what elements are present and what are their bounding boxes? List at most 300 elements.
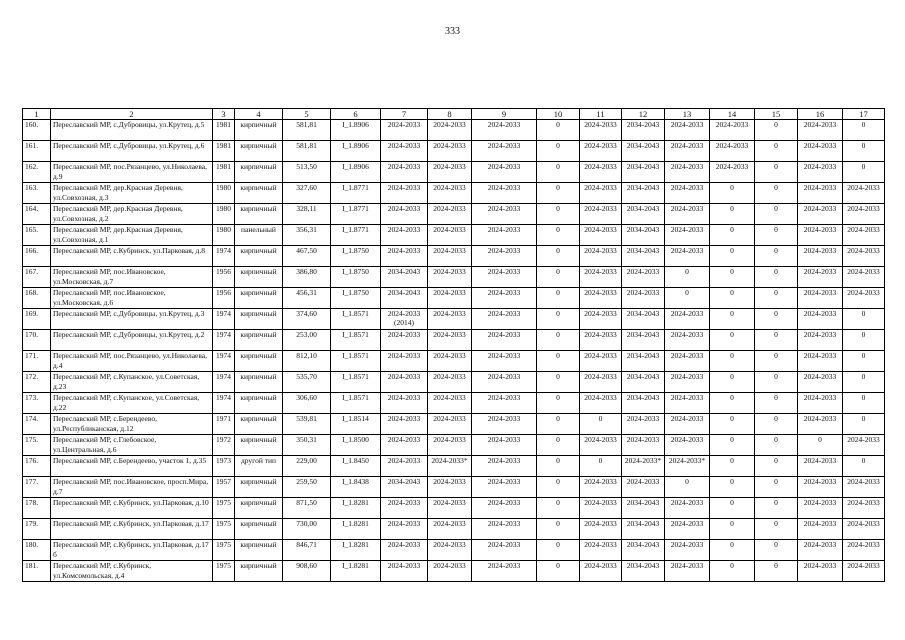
table-cell: 2024-2033 (843, 204, 885, 225)
table-cell: 2024-2033 (580, 477, 622, 498)
table-cell: 2024-2033 (710, 141, 755, 162)
table-cell: 581,81 (283, 120, 331, 141)
table-cell: 2024-2033 (472, 309, 537, 330)
table-cell: 0 (843, 393, 885, 414)
address-cell: Переславский МР, с.Кубринск, ул.Парковая, д.8 (51, 246, 213, 267)
table-cell: 2024-2033 (580, 204, 622, 225)
table-cell: 2024-2033 (428, 309, 472, 330)
table-cell: 0 (710, 225, 755, 246)
address-cell: Переславский МР, с.Дубровицы, ул.Крутец, д.3 (51, 309, 213, 330)
table-cell: 2024-2033 (381, 519, 428, 540)
table-cell: I_1.8514 (331, 414, 381, 435)
table-cell: 2034-2043 (622, 225, 665, 246)
table-cell: 0 (537, 519, 580, 540)
address-cell: Переславский МР, с.Купанское, ул.Советская, д.23 (51, 372, 213, 393)
table-cell: 0 (580, 456, 622, 477)
table-cell: 2024-2033 (381, 120, 428, 141)
table-cell: I_1.8571 (331, 330, 381, 351)
table-cell: 2024-2033* (665, 456, 710, 477)
table-cell: 2024-2033 (472, 162, 537, 183)
table-cell: кирпичный (235, 540, 283, 561)
table-cell: 0 (537, 477, 580, 498)
table-cell: 2024-2033 (843, 267, 885, 288)
table-cell: 2024-2033 (798, 141, 843, 162)
table-cell: 0 (843, 351, 885, 372)
table-cell: 2024-2033 (472, 225, 537, 246)
table-cell: I_1.8571 (331, 351, 381, 372)
column-header: 9 (472, 109, 537, 120)
table-cell: 2024-2033 (580, 561, 622, 582)
table-cell: 2024-2033 (665, 519, 710, 540)
column-header: 4 (235, 109, 283, 120)
column-header: 13 (665, 109, 710, 120)
table-cell: 0 (755, 372, 798, 393)
table-cell: 2024-2033 (798, 120, 843, 141)
table-cell: 253,00 (283, 330, 331, 351)
table-cell: I_1.8500 (331, 435, 381, 456)
table-cell: 2024-2033 (798, 267, 843, 288)
table-cell: 2024-2033 (381, 330, 428, 351)
row-number: 180. (23, 540, 51, 561)
table-cell: 306,60 (283, 393, 331, 414)
table-cell: I_1.8281 (331, 498, 381, 519)
table-cell: I_1.8771 (331, 204, 381, 225)
row-number: 164. (23, 204, 51, 225)
table-cell: 0 (537, 141, 580, 162)
table-cell: 2024-2033 (665, 330, 710, 351)
table-cell: 350,31 (283, 435, 331, 456)
table-cell: 0 (537, 330, 580, 351)
table-cell: 2024-2033 (843, 435, 885, 456)
table-cell: 2024-2033 (428, 540, 472, 561)
table-cell: 1981 (213, 162, 235, 183)
table-cell: 2024-2033 (798, 561, 843, 582)
table-cell: 2024-2033 (798, 162, 843, 183)
table-cell: 2034-2043 (622, 141, 665, 162)
table-cell: 2024-2033 (665, 225, 710, 246)
table-cell: 2024-2033 (843, 519, 885, 540)
address-cell: Переславский МР, пос.Рязанцево, ул.Николаева, д.9 (51, 162, 213, 183)
table-cell: 2034-2043 (381, 477, 428, 498)
table-cell: 2024-2033 (381, 414, 428, 435)
row-number: 168. (23, 288, 51, 309)
table-cell: 0 (755, 225, 798, 246)
table-cell: 0 (798, 435, 843, 456)
table-cell: 0 (755, 246, 798, 267)
table-cell: I_1.8571 (331, 309, 381, 330)
table-cell: 0 (755, 561, 798, 582)
table-cell: 0 (710, 393, 755, 414)
table-cell: 1971 (213, 414, 235, 435)
table-cell: 1974 (213, 393, 235, 414)
housing-table (22, 108, 885, 582)
column-header: 16 (798, 109, 843, 120)
table-cell: 2024-2033 (580, 288, 622, 309)
table-cell: 2024-2033 (580, 330, 622, 351)
table-cell: 2034-2043 (622, 162, 665, 183)
table-cell: 2024-2033 (428, 435, 472, 456)
table-cell: 2024-2033 (580, 225, 622, 246)
table-cell: 2024-2033 (428, 246, 472, 267)
table-row (23, 393, 885, 414)
table-cell: 2024-2033 (428, 162, 472, 183)
table-row (23, 351, 885, 372)
table-cell: 1981 (213, 141, 235, 162)
table-cell: I_1.8750 (331, 246, 381, 267)
table-cell: 0 (537, 183, 580, 204)
table-cell: 2024-2033 (428, 330, 472, 351)
table-cell: 0 (755, 309, 798, 330)
table-cell: 1974 (213, 372, 235, 393)
table-cell: 0 (755, 435, 798, 456)
table-cell: 0 (537, 561, 580, 582)
table-cell: 2034-2043 (622, 246, 665, 267)
table-cell: 2024-2033 (580, 267, 622, 288)
table-cell: 2024-2033 (798, 456, 843, 477)
table-cell: 2024-2033 (798, 183, 843, 204)
table-cell: 2024-2033 (428, 225, 472, 246)
table-cell: 0 (710, 435, 755, 456)
table-row (23, 519, 885, 540)
table-cell: 0 (710, 540, 755, 561)
table-cell: 2024-2033 (472, 330, 537, 351)
table-cell: 2024-2033 (580, 120, 622, 141)
table-cell: кирпичный (235, 414, 283, 435)
row-number: 174. (23, 414, 51, 435)
address-cell: Переславский МР, пос.Ивановское, ул.Московская, д.7 (51, 267, 213, 288)
table-cell: 0 (843, 456, 885, 477)
table-cell: 456,31 (283, 288, 331, 309)
table-cell: 2034-2043 (622, 561, 665, 582)
address-cell: Переславский МР, с.Купанское, ул.Советская, д.22 (51, 393, 213, 414)
table-cell: 328,11 (283, 204, 331, 225)
table-cell: 2024-2033 (665, 183, 710, 204)
table-cell: 0 (537, 225, 580, 246)
address-cell: Переславский МР, с.Кубринск, ул.Парковая, д.17 (51, 519, 213, 540)
table-cell: 0 (537, 435, 580, 456)
table-cell: 0 (843, 414, 885, 435)
table-cell: 2024-2033 (472, 267, 537, 288)
address-cell: Переславский МР, с.Дубровицы, ул.Крутец, д.5 (51, 120, 213, 141)
table-cell: 1957 (213, 477, 235, 498)
table-cell: I_1.8750 (331, 288, 381, 309)
table-cell: 2024-2033 (798, 351, 843, 372)
row-number: 179. (23, 519, 51, 540)
table-cell: 1975 (213, 540, 235, 561)
row-number: 181. (23, 561, 51, 582)
table-cell: 0 (710, 204, 755, 225)
table-cell: 2024-2033 (665, 540, 710, 561)
table-cell: 0 (755, 540, 798, 561)
column-header: 17 (843, 109, 885, 120)
table-cell: 2024-2033 (665, 120, 710, 141)
table-cell: 908,60 (283, 561, 331, 582)
table-cell: I_1.8571 (331, 393, 381, 414)
table-cell: 1974 (213, 330, 235, 351)
table-cell: 0 (755, 519, 798, 540)
table-cell: 0 (755, 162, 798, 183)
table-cell: 2024-2033 (843, 225, 885, 246)
row-number: 169. (23, 309, 51, 330)
table-cell: 2024-2033 (798, 393, 843, 414)
table-row (23, 414, 885, 435)
table-cell: 2024-2033 (472, 393, 537, 414)
table-cell: 2024-2033 (798, 477, 843, 498)
table-cell: 0 (755, 183, 798, 204)
table-cell: 2024-2033 (428, 519, 472, 540)
table-cell: 2024-2033 (622, 477, 665, 498)
table-cell: 0 (537, 456, 580, 477)
table-cell: 2024-2033 (580, 183, 622, 204)
table-cell: 2024-2033 (381, 561, 428, 582)
table-cell: I_1.8906 (331, 141, 381, 162)
table-row (23, 120, 885, 141)
table-cell: 2024-2033 (843, 288, 885, 309)
table-cell: 2024-2033 (798, 309, 843, 330)
table-cell: 535,70 (283, 372, 331, 393)
table-cell: 374,60 (283, 309, 331, 330)
table-cell: 2034-2043 (381, 267, 428, 288)
table-cell: 0 (843, 120, 885, 141)
table-cell: 2024-2033 (622, 435, 665, 456)
table-cell: 730,00 (283, 519, 331, 540)
table-cell: 2024-2033 (428, 414, 472, 435)
table-cell: кирпичный (235, 330, 283, 351)
table-cell: 2024-2033 (665, 141, 710, 162)
address-cell: Переславский МР, пос.Ивановское, ул.Московская, д.6 (51, 288, 213, 309)
table-cell: 2024-2033 (472, 351, 537, 372)
table-cell: 2024-2033 (798, 330, 843, 351)
table-cell: 2024-2033 (472, 435, 537, 456)
address-cell: Переславский МР, дер.Красная Деревня, ул.Совхозная, д.3 (51, 183, 213, 204)
table-cell: кирпичный (235, 498, 283, 519)
column-header: 10 (537, 109, 580, 120)
table-cell: 0 (710, 309, 755, 330)
table-cell: 2024-2033 (472, 372, 537, 393)
table-cell: I_1.8571 (331, 372, 381, 393)
table-cell: I_1.8750 (331, 267, 381, 288)
table-row (23, 225, 885, 246)
table-cell: 2024-2033 (428, 288, 472, 309)
table-cell: 2024-2033 (472, 183, 537, 204)
table-cell: 0 (710, 267, 755, 288)
table-cell: кирпичный (235, 393, 283, 414)
table-cell: 2024-2033 (798, 519, 843, 540)
table-cell: 539,81 (283, 414, 331, 435)
table-row (23, 246, 885, 267)
table-cell: 1974 (213, 246, 235, 267)
table-cell: 2024-2033 (428, 267, 472, 288)
table-row (23, 141, 885, 162)
table-cell: 2024-2033 (843, 561, 885, 582)
table-cell: 0 (710, 456, 755, 477)
table-cell: 0 (755, 351, 798, 372)
table-cell: 2024-2033 (580, 309, 622, 330)
table-cell: 0 (665, 267, 710, 288)
table-cell: 2034-2043 (622, 351, 665, 372)
table-cell: кирпичный (235, 288, 283, 309)
table-cell: 2034-2043 (622, 519, 665, 540)
table-cell: 0 (710, 246, 755, 267)
table-cell: 2024-2033 (843, 498, 885, 519)
table-cell: 0 (843, 309, 885, 330)
table-cell: 0 (710, 414, 755, 435)
column-header: 7 (381, 109, 428, 120)
table-cell: 0 (710, 288, 755, 309)
table-cell: 2024-2033 (472, 519, 537, 540)
table-cell: 2024-2033* (428, 456, 472, 477)
table-cell: 0 (665, 288, 710, 309)
table-cell: 467,50 (283, 246, 331, 267)
table-cell: 0 (537, 288, 580, 309)
table-cell: 0 (843, 141, 885, 162)
table-cell: 1972 (213, 435, 235, 456)
table-cell: 0 (710, 561, 755, 582)
table-cell: 2024-2033 (710, 162, 755, 183)
table-cell: 2024-2033 (472, 561, 537, 582)
table-cell: 0 (537, 393, 580, 414)
table-cell: 0 (537, 498, 580, 519)
column-header: 12 (622, 109, 665, 120)
table-cell: кирпичный (235, 477, 283, 498)
table-row (23, 267, 885, 288)
table-cell: 812,10 (283, 351, 331, 372)
table-cell: 1981 (213, 120, 235, 141)
table-cell: 2034-2043 (622, 120, 665, 141)
table-row (23, 330, 885, 351)
table-cell: 1973 (213, 456, 235, 477)
table-cell: 2024-2033 (381, 204, 428, 225)
table-row (23, 498, 885, 519)
table-cell: I_1.8450 (331, 456, 381, 477)
table-cell: 2024-2033 (622, 414, 665, 435)
table-cell: I_1.8771 (331, 225, 381, 246)
table-cell: 2024-2033 (798, 246, 843, 267)
table-cell: 2024-2033 (428, 372, 472, 393)
table-cell: 2024-2033 (580, 162, 622, 183)
table-cell: 2024-2033 (843, 246, 885, 267)
table-cell: 2024-2033 (472, 288, 537, 309)
table-cell: 2024-2033 (381, 183, 428, 204)
table-cell: 0 (710, 372, 755, 393)
table-cell: 0 (755, 456, 798, 477)
table-cell: 1974 (213, 309, 235, 330)
table-cell: кирпичный (235, 309, 283, 330)
table-cell: 2024-2033 (472, 204, 537, 225)
table-cell: 2024-2033 (798, 204, 843, 225)
table-cell: 2024-2033 (798, 225, 843, 246)
table-cell: 2024-2033 (665, 393, 710, 414)
row-number: 165. (23, 225, 51, 246)
table-cell: 1975 (213, 561, 235, 582)
table-cell: I_1.8281 (331, 519, 381, 540)
table-row (23, 561, 885, 582)
table-cell: 2024-2033 (381, 225, 428, 246)
table-row (23, 204, 885, 225)
table-cell: 0 (537, 246, 580, 267)
address-cell: Переславский МР, дер.Красная Деревня, ул.Совхозная, д.1 (51, 225, 213, 246)
table-cell: 1956 (213, 288, 235, 309)
table-cell: 2024-2033 (665, 309, 710, 330)
row-number: 160. (23, 120, 51, 141)
table-cell: 0 (537, 351, 580, 372)
table-cell: 2024-2033 (472, 477, 537, 498)
table-cell: 2024-2033 (381, 246, 428, 267)
table-row (23, 288, 885, 309)
table-cell: 581,81 (283, 141, 331, 162)
table-cell: 0 (755, 330, 798, 351)
table-cell: 1974 (213, 351, 235, 372)
table-cell: 0 (665, 477, 710, 498)
table-cell: 2024-2033 (665, 498, 710, 519)
table-cell: 1980 (213, 204, 235, 225)
table-cell: 2034-2043 (622, 309, 665, 330)
table-cell: 0 (843, 372, 885, 393)
row-number: 161. (23, 141, 51, 162)
table-cell: 0 (537, 309, 580, 330)
table-cell: 0 (710, 330, 755, 351)
table-cell: 2024-2033 (580, 519, 622, 540)
table-cell: кирпичный (235, 267, 283, 288)
table-cell: I_1.8281 (331, 540, 381, 561)
table-cell: кирпичный (235, 120, 283, 141)
table-cell: 0 (537, 162, 580, 183)
table-cell: кирпичный (235, 162, 283, 183)
table-cell: 2034-2043 (622, 204, 665, 225)
table-cell: 0 (755, 120, 798, 141)
row-number: 167. (23, 267, 51, 288)
table-cell: 0 (710, 477, 755, 498)
row-number: 177. (23, 477, 51, 498)
table-cell: I_1.8906 (331, 162, 381, 183)
table-cell: 2024-2033 (381, 372, 428, 393)
table-cell: 0 (710, 351, 755, 372)
table-row (23, 477, 885, 498)
table-cell: 2024-2033 (580, 540, 622, 561)
table-cell: кирпичный (235, 372, 283, 393)
table-cell: 2024-2033 (665, 372, 710, 393)
table-cell: 2024-2033 (843, 477, 885, 498)
table-row (23, 183, 885, 204)
table-cell: 2024-2033 (381, 141, 428, 162)
table-cell: 2024-2033 (381, 456, 428, 477)
table-cell: 2024-2033 (381, 351, 428, 372)
table-cell: I_1.8906 (331, 120, 381, 141)
table-cell: 2024-2033 (428, 477, 472, 498)
table-cell: кирпичный (235, 519, 283, 540)
table-cell: I_1.8438 (331, 477, 381, 498)
column-header: 1 (23, 109, 51, 120)
table-cell: 0 (755, 267, 798, 288)
table-cell: 2024-2033 (381, 435, 428, 456)
table-cell: 2024-2033 (798, 372, 843, 393)
table-cell: 2024-2033 (472, 498, 537, 519)
table-cell: 0 (755, 141, 798, 162)
column-header: 15 (755, 109, 798, 120)
column-header: 8 (428, 109, 472, 120)
table-cell: 0 (537, 267, 580, 288)
address-cell: Переславский МР, пос.Рязанцево, ул.Николаева, д.4 (51, 351, 213, 372)
table-cell: 2024-2033 (472, 120, 537, 141)
address-cell: Переславский МР, с.Дубровицы, ул.Крутец, д.2 (51, 330, 213, 351)
table-cell: 2024-2033 (798, 540, 843, 561)
table-cell: 2024-2033* (622, 456, 665, 477)
column-header: 6 (331, 109, 381, 120)
table-cell: 2034-2043 (622, 393, 665, 414)
table-cell: 2024-2033 (665, 351, 710, 372)
table-row (23, 309, 885, 330)
table-cell: другой тип (235, 456, 283, 477)
